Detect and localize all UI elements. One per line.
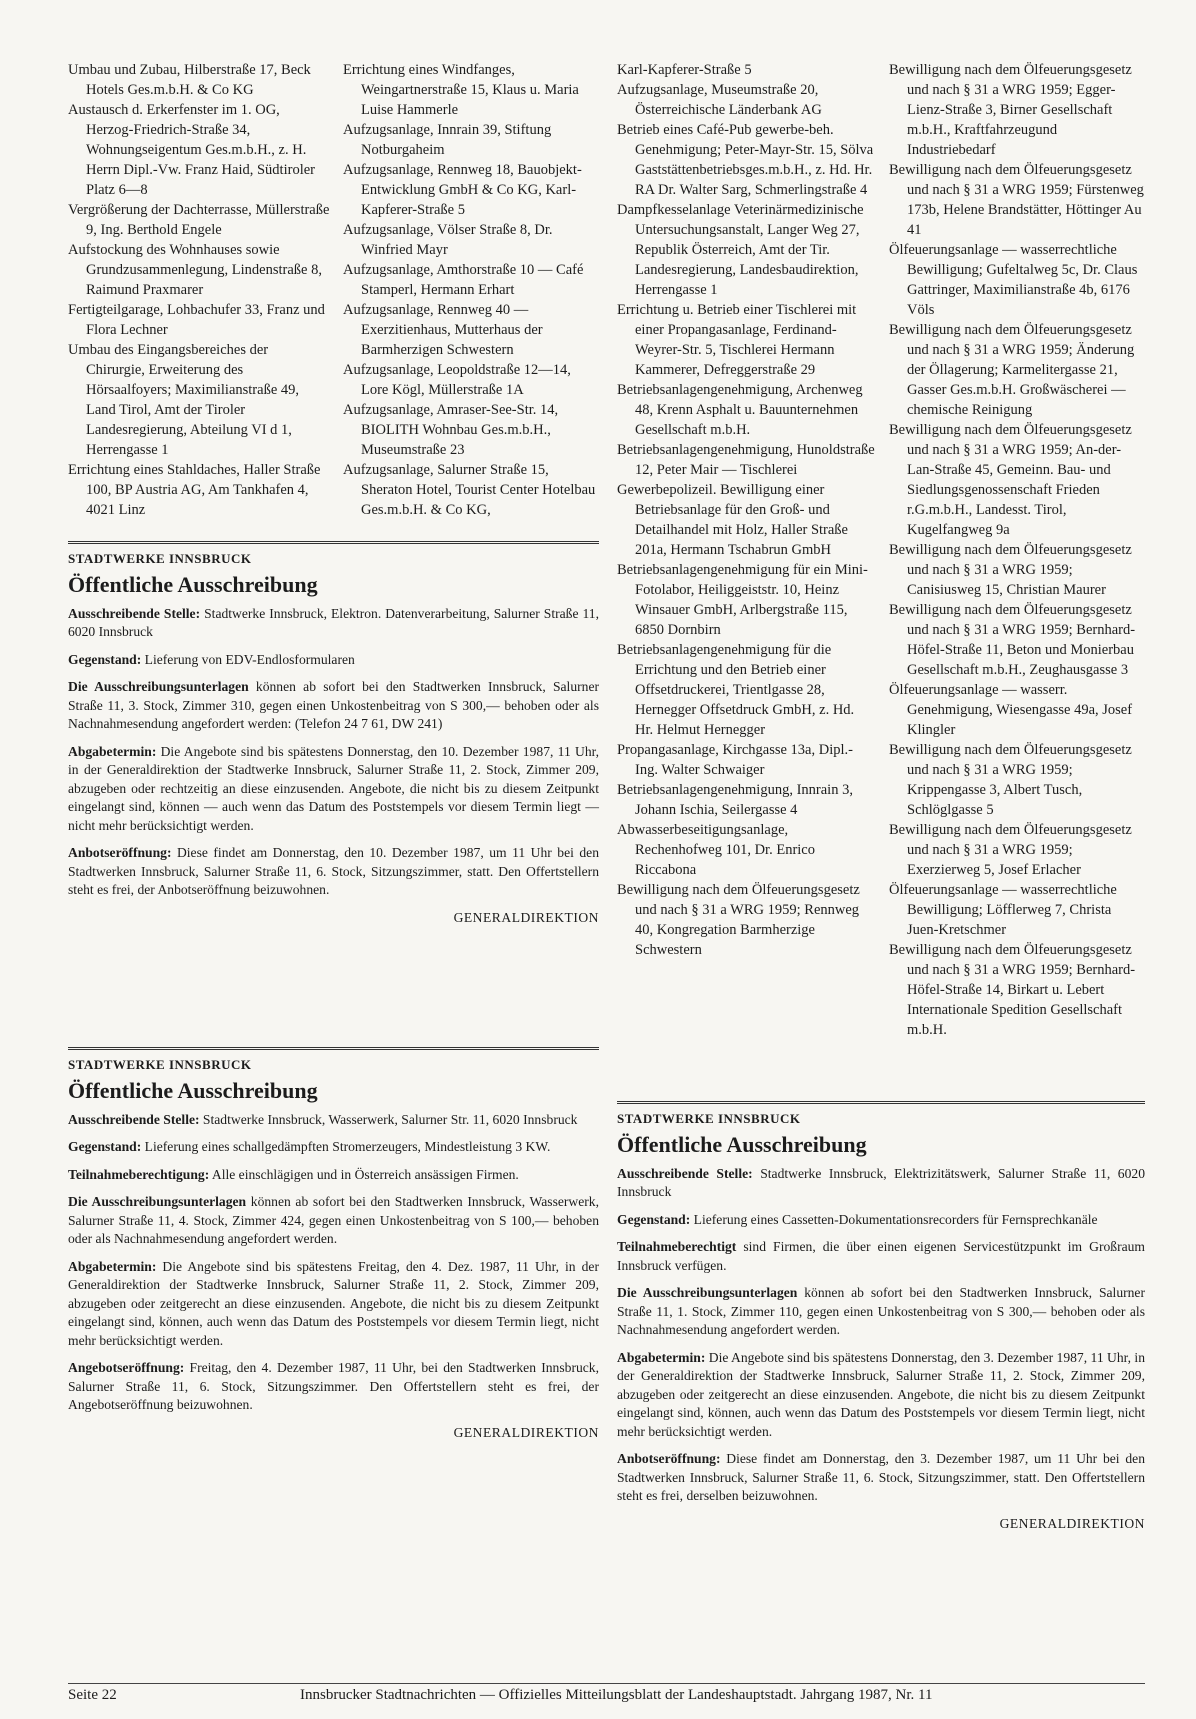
notice-paragraph [68,678,599,734]
notice-label: Die Ausschreibungsunterlagen [68,1194,247,1209]
notice-label: Gegenstand: [617,1211,691,1227]
list-item: Aufzugsanlage, Museumstraße 20, Österreichische Länderbank AG [617,82,822,118]
divider [617,1101,1145,1104]
column-2 [343,60,599,520]
notice-label: Ausschreibende Stelle: [68,605,201,621]
notice-text: Die Angebote sind bis spätestens Freitag, den 4. Dez. 1987, 11 Uhr, in der Generaldirektion der Stadtwerke Innsbruck, Salurner Straße 11, 2. Stock, Zimmer 209, abzugeben oder zeitgerecht an diese einzusenden. Angebote, die nicht bis zu diesem Zeitpunkt eingelangt sind, können, auch wenn das Datum des Poststempels vor diesem Termin liegt, nicht mehr berücksichtigt werden. [68,1258,599,1348]
notice-paragraph [68,651,599,670]
notice-org: STADTWERKE INNSBRUCK [68,1057,252,1072]
list-item: Aufstockung des Wohnhauses sowie Grundzusammenlegung, Lindenstraße 8, Raimund Praxmarer [68,242,322,298]
notice-label: Teilnahmeberechtigung: [68,1166,210,1182]
column-4 [889,60,1145,1040]
tender-notice-edv [68,541,599,927]
list-item: Betriebsanlagengenehmigung, Archenweg 48, Krenn Asphalt u. Bauunternehmen Gesellschaft m.b.H. [617,382,863,438]
notice-paragraph [68,1138,599,1157]
divider [68,541,599,544]
list-item: Bewilligung nach dem Ölfeuerungsgesetz und nach § 31 a WRG 1959; Krippengasse 3, Albert Tusch, Schlöglgasse 5 [889,742,1132,818]
notice-text: Stadtwerke Innsbruck, Elektron. Datenverarbeitung, Salurner Straße 11, 6020 Innsbruck [68,605,599,639]
list-item: Gewerbepolizeil. Bewilligung einer Betriebsanlage für den Groß- und Detailhandel mit Holz, Haller Straße 201a, Hermann Tschabrun GmbH [617,482,848,558]
notice-text: Die Angebote sind bis spätestens Donnerstag, den 10. Dezember 1987, 11 Uhr, in der Generaldirektion der Stadtwerke Innsbruck, Salurner Straße 11, 2. Stock, Zimmer 209, abzugeben oder rechtzeitig an diese einzusenden. Angebote, die nicht bis zu diesem Zeitpunkt eingelangt sind, können — auch wenn das Datum des Poststempels vor diesem Termin liegt — nicht mehr berücksichtigt werden. [68,743,599,833]
notice-paragraph [617,1284,1145,1340]
list-item: Betriebsanlagengenehmigung, Hunoldstraße 12, Peter Mair — Tischlerei [617,442,875,478]
list-item: Aufzugsanlage, Leopoldstraße 12—14, Lore Kögl, Müllerstraße 1A [343,362,571,398]
list-item: Errichtung eines Windfanges, Weingartnerstraße 15, Klaus u. Maria Luise Hammerle [343,62,579,118]
notice-label: Abgabetermin: [68,743,157,759]
notice-label: Angebotseröffnung: [68,1360,185,1375]
list-item: Ölfeuerungsanlage — wasserr. Genehmigung, Wiesengasse 49a, Josef Klingler [889,682,1133,738]
notice-label: Gegenstand: [68,651,142,667]
list-item: Aufzugsanlage, Rennweg 18, Bauobjekt-Entwicklung GmbH & Co KG, Karl-Kapferer-Straße 5 [343,162,582,218]
list-item: Fertigteilgarage, Lohbachufer 33, Franz und Flora Lechner [68,302,325,338]
list-item: Bewilligung nach dem Ölfeuerungsgesetz und nach § 31 a WRG 1959; Rennweg 40, Kongregation Barmherzige Schwestern [617,882,860,958]
notice-paragraph [617,1349,1145,1442]
notice-text: Die Angebote sind bis spätestens Donnerstag, den 3. Dezember 1987, 11 Uhr, in der Generaldirektion der Stadtwerke Innsbruck, Salurner Straße 11, 2. Stock, Zimmer 209, abzugeben oder zeitgerecht an diese einzusenden. Angebote, die nicht bis zu diesem Zeitpunkt eingelangt sind, können, auch wenn das Datum des Poststempels vor diesem Termin liegt, nicht mehr berücksichtigt werden. [617,1349,1145,1439]
list-item: Aufzugsanlage, Amraser-See-Str. 14, BIOLITH Wohnbau Ges.m.b.H., Museumstraße 23 [343,402,559,458]
notice-paragraph [68,605,599,642]
list-item: Ölfeuerungsanlage — wasserrechtliche Bewilligung; Löfflerweg 7, Christa Juen-Kretschmer [889,882,1117,938]
list-item: Aufzugsanlage, Salurner Straße 15, Sheraton Hotel, Tourist Center Hotelbau Ges.m.b.H. & Co KG, [343,462,596,518]
tender-notice-recorder [617,1101,1145,1533]
notice-signature: GENERALDIREKTION [453,1424,599,1440]
list-item: Ölfeuerungsanlage — wasserrechtliche Bewilligung; Gufeltalweg 5c, Dr. Claus Gattringer, Maximilianstraße 4b, 6176 Völs [889,242,1138,318]
notice-label: Ausschreibende Stelle: [68,1111,200,1127]
list-item: Bewilligung nach dem Ölfeuerungsgesetz und nach § 31 a WRG 1959; Änderung der Öllagerung; Karmelitergasse 21, Gasser Ges.m.b.H. Großwäscherei — chemische Reinigung [889,322,1135,418]
notice-text: Diese findet am Donnerstag, den 3. Dezember 1987, um 11 Uhr bei den Stadtwerken Innsbruck, Salurner Straße 11, 6. Stock, Sitzungszimmer, statt. Den Offertstellern steht es frei, derselben beizuwohnen. [617,1451,1145,1503]
list-item: Bewilligung nach dem Ölfeuerungsgesetz und nach § 31 a WRG 1959; Egger-Lienz-Straße 3, Birner Gesellschaft m.b.H., Kraftfahrzeugund Industriebedarf [889,62,1132,158]
notice-label: Abgabetermin: [617,1349,706,1365]
page-number: Seite 22 [68,1687,117,1703]
notice-org: STADTWERKE INNSBRUCK [617,1111,801,1126]
list-item: Aufzugsanlage, Amthorstraße 10 — Café Stamperl, Hermann Erhart [343,262,584,298]
notice-text: Lieferung eines Cassetten-Dokumentationsrecorders für Fernsprechkanäle [690,1211,1098,1227]
list-item: Bewilligung nach dem Ölfeuerungsgesetz und nach § 31 a WRG 1959; An-der-Lan-Straße 45, Gemeinn. Bau- und Siedlungsgenossenschaft Frieden r.G.m.b.H., Landesst. Tirol, Kugelfangweg 9a [889,422,1132,538]
notice-text: können ab sofort bei den Stadtwerken Innsbruck, Wasserwerk, Salurner Straße 11, 4. Stock, Zimmer 424, gegen einen Unkostenbeitrag von S 100,— behoben oder als Nachnahmesendung angefordert werden. [68,1194,600,1246]
notice-text: Lieferung von EDV-Endlosformularen [141,651,355,667]
notice-text: Stadtwerke Innsbruck, Elektrizitätswerk, Salurner Straße 11, 6020 Innsbruck [617,1165,1145,1199]
tender-notice-generator [68,1047,599,1442]
notice-text: Alle einschlägigen und in Österreich ansässigen Firmen. [209,1166,519,1182]
notice-paragraph [68,743,599,836]
notice-paragraph [68,1111,599,1130]
list-item: Vergrößerung der Dachterrasse, Müllerstraße 9, Ing. Berthold Engele [68,202,330,238]
column-1 [68,60,330,520]
notice-label: Abgabetermin: [68,1258,157,1274]
notice-signature: GENERALDIREKTION [453,909,599,925]
notice-paragraph [617,1165,1145,1202]
notice-paragraph [617,1211,1145,1230]
notice-label: Die Ausschreibungsunterlagen [68,679,249,694]
notice-title: Öffentliche Ausschreibung [68,1077,318,1103]
notice-title: Öffentliche Ausschreibung [68,571,318,597]
list-item: Umbau und Zubau, Hilberstraße 17, Beck Hotels Ges.m.b.H. & Co KG [68,62,311,98]
page-footer [68,1683,1145,1704]
notice-label: Die Ausschreibungsunterlagen [617,1285,798,1300]
list-item: Betriebsanlagengenehmigung, Innrain 3, Johann Ischia, Seilergasse 4 [617,782,853,818]
list-item: Bewilligung nach dem Ölfeuerungsgesetz und nach § 31 a WRG 1959; Fürstenweg 173b, Helene Brandstätter, Höttinger Au 41 [889,162,1144,238]
list-item: Umbau des Eingangsbereiches der Chirurgie, Erweiterung des Hörsaalfoyers; Maximilianstraße 49, Land Tirol, Amt der Tiroler Landesregierung, Abteilung VI d 1, Herrengasse 1 [68,342,300,458]
notice-text: Diese findet am Donnerstag, den 10. Dezember 1987, um 11 Uhr bei den Stadtwerken Innsbruck, Salurner Straße 11, 6. Stock, Sitzungszimmer, statt. Den Offertstellern steht es frei, der Anbotseröffnung beizuwohnen. [68,845,599,897]
notice-paragraph [617,1450,1145,1506]
notice-paragraph [68,1258,599,1351]
list-item: Aufzugsanlage, Rennweg 40 — Exerzitienhaus, Mutterhaus der Barmherzigen Schwestern [343,302,543,358]
list-item: Bewilligung nach dem Ölfeuerungsgesetz und nach § 31 a WRG 1959; Bernhard-Höfel-Straße 14, Birkart u. Lebert Internationale Spedition Gesellschaft m.b.H. [889,942,1136,1038]
list-item: Austausch d. Erkerfenster im 1. OG, Herzog-Friedrich-Straße 34, Wohnungseigentum Ges.m.b.H., z. H. Herrn Dipl.-Vw. Franz Haid, Südtiroler Platz 6—8 [68,102,315,198]
notice-paragraph [68,1359,599,1415]
notice-text: können ab sofort bei den Stadtwerken Innsbruck, Salurner Straße 11, 3. Stock, Zimmer 310, gegen einen Unkostenbeitrag von S 300,— behoben oder als Nachnahmesendung angefordert werden: (Telefon 24 7 61, DW 241) [68,679,600,731]
notice-paragraph [68,1193,599,1249]
list-item: Propangasanlage, Kirchgasse 13a, Dipl.-Ing. Walter Schwaiger [617,742,853,778]
notice-paragraph [617,1238,1145,1275]
notice-text: können ab sofort bei den Stadtwerken Innsbruck, Salurner Straße 11, 1. Stock, Zimmer 110, gegen einen Unkostenbeitrag von S 300,— behoben oder als Nachnahmesendung angefordert werden. [617,1285,1145,1337]
publication-line: Innsbrucker Stadtnachrichten — Offizielles Mitteilungsblatt der Landeshauptstadt. Jahrgang 1987, Nr. 11 [300,1687,933,1703]
notice-text: Stadtwerke Innsbruck, Wasserwerk, Salurner Str. 11, 6020 Innsbruck [199,1111,578,1127]
list-item: Bewilligung nach dem Ölfeuerungsgesetz und nach § 31 a WRG 1959; Canisiusweg 15, Christian Maurer [889,542,1132,598]
notice-signature: GENERALDIREKTION [999,1515,1145,1531]
list-item: Betriebsanlagengenehmigung für die Errichtung und den Betrieb einer Offsetdruckerei, Trientlgasse 28, Hernegger Offsetdruck GmbH, z. Hd. Hr. Helmut Hernegger [617,642,855,738]
list-item: Bewilligung nach dem Ölfeuerungsgesetz und nach § 31 a WRG 1959; Exerzierweg 5, Josef Erlacher [889,822,1132,878]
list-item: Errichtung u. Betrieb einer Tischlerei mit einer Propangasanlage, Ferdinand-Weyrer-Str. 5, Tischlerei Hermann Kammerer, Defreggerstraße 29 [617,302,857,378]
list-item: Karl-Kapferer-Straße 5 [617,62,752,78]
list-item: Betrieb eines Café-Pub gewerbe-beh. Genehmigung; Peter-Mayr-Str. 15, Sölva Gaststättenbetriebsges.m.b.H., z. Hd. Hr. RA Dr. Walter Sarg, Schmerlingstraße 4 [617,122,874,198]
list-item: Betriebsanlagengenehmigung für ein Mini-Fotolabor, Heiliggeiststr. 10, Heinz Winsauer GmbH, Arlbergstraße 115, 6850 Dornbirn [617,562,868,638]
notice-org: STADTWERKE INNSBRUCK [68,551,252,566]
list-item: Abwasserbeseitigungsanlage, Rechenhofweg 101, Dr. Enrico Riccabona [617,822,815,878]
notice-label: Ausschreibende Stelle: [617,1165,753,1181]
list-item: Errichtung eines Stahldaches, Haller Straße 100, BP Austria AG, Am Tankhafen 4, 4021 Linz [68,462,321,518]
divider [68,1047,599,1050]
notice-text: Freitag, den 4. Dezember 1987, 11 Uhr, bei den Stadtwerken Innsbruck, Salurner Straße 11, 6. Stock, Sitzungszimmer. Den Offertstellern steht es frei, der Angebotseröffnung beizuwohnen. [68,1360,599,1412]
notice-paragraph [68,844,599,900]
column-3 [617,60,875,960]
list-item: Bewilligung nach dem Ölfeuerungsgesetz und nach § 31 a WRG 1959; Bernhard-Höfel-Straße 11, Beton und Monierbau Gesellschaft m.b.H., Zeughausgasse 3 [889,602,1136,678]
notice-title: Öffentliche Ausschreibung [617,1131,867,1157]
notice-label: Anbotseröffnung: [68,845,172,860]
notice-label: Gegenstand: [68,1139,142,1154]
list-item: Dampfkesselanlage Veterinärmedizinische Untersuchungsanstalt, Langer Weg 27, Republik Österreich, Amt der Tir. Landesregierung, Landesbaudirektion, Herrengasse 1 [617,202,864,298]
list-item: Aufzugsanlage, Völser Straße 8, Dr. Winfried Mayr [343,222,553,258]
notice-text: Lieferung eines schallgedämpften Stromerzeugers, Mindestleistung 3 KW. [141,1139,551,1154]
notice-paragraph [68,1166,599,1185]
list-item: Aufzugsanlage, Innrain 39, Stiftung Notburgaheim [343,122,552,158]
notice-label: Teilnahmeberechtigt [617,1239,737,1254]
notice-label: Anbotseröffnung: [617,1451,721,1466]
notice-text: sind Firmen, die über einen eigenen Servicestützpunkt im Großraum Innsbruck verfügen. [617,1239,1145,1273]
